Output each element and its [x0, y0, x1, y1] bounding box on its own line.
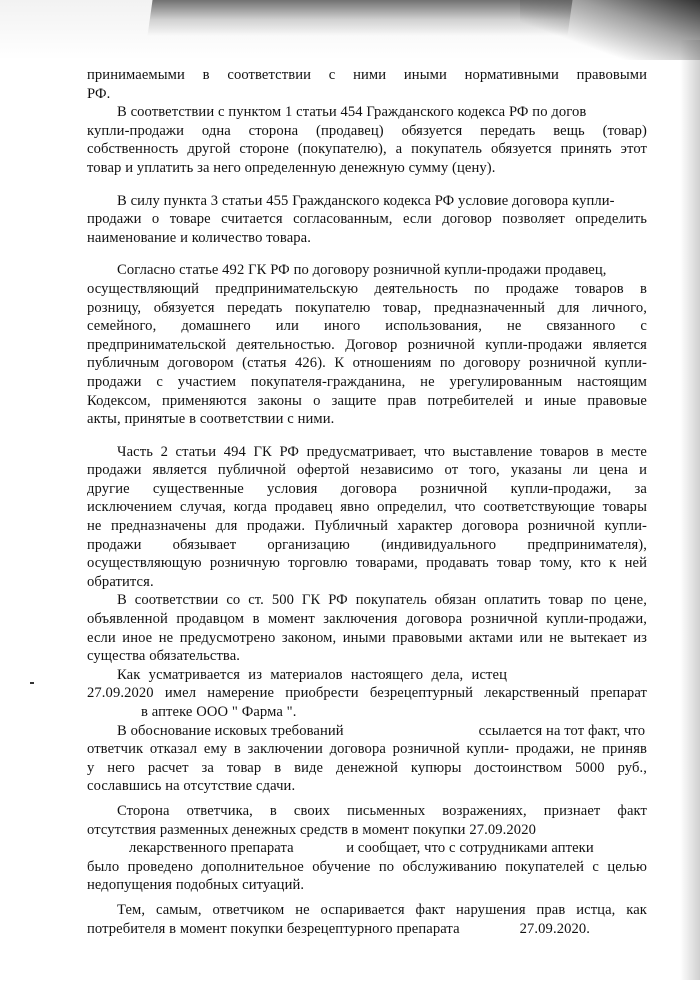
text-line: В обоснование исковых требований ссылается на тот факт, что — [117, 722, 646, 739]
text-line: Сторона ответчика, в своих письменных возражениях, признает факт — [117, 802, 647, 819]
paragraph-case-materials — [87, 666, 647, 722]
text-line: ответчик отказал ему в заключении договора розничной купли- продажи, не приняв — [87, 741, 647, 758]
text-line: объявленной продавцом в момент заключения договора розничной купли-продажи, — [87, 611, 647, 628]
text-line: Согласно статье 492 ГК РФ по договору розничной купли-продажи продавец, — [117, 262, 607, 279]
text-line: обратится. — [87, 573, 154, 590]
scan-shadow-right — [680, 40, 700, 980]
scan-shadow-corner — [520, 0, 700, 60]
text-line: наименование и количество товара. — [87, 229, 311, 246]
text-line: публичным договором (статья 426). К отношениям по договору розничной купли- — [87, 355, 647, 372]
scan-shadow-top — [147, 0, 572, 36]
text-line: принимаемыми в соответствии с ними иными нормативными правовыми — [87, 67, 647, 83]
paragraph-article-494 — [87, 443, 647, 592]
text-line: собственность другой стороне (покупателю), а покупатель обязуется принять этот — [87, 141, 647, 158]
text-line: продажи обязывает организацию (индивидуального предпринимателя), — [87, 536, 647, 553]
paragraph-article-454 — [87, 103, 647, 177]
text-line: в аптеке ООО " Фарма ". — [141, 704, 297, 720]
paragraph-continuation — [87, 66, 647, 103]
text-line: Часть 2 статьи 494 ГК РФ предусматривает, что выставление товаров в месте — [117, 443, 647, 460]
paragraph-gap — [87, 178, 647, 192]
text-line: потребителя в момент покупки безрецептурного препарата 27.09.2020. — [87, 920, 591, 937]
text-line: предпринимательской деятельностью. Договор розничной купли-продажи является — [87, 336, 647, 353]
paragraph-article-455 — [87, 192, 647, 248]
text-line: у него расчет за товар в виде денежной купюры достоинством 5000 руб., — [87, 759, 647, 776]
text-line: не предназначены для продажи. Публичный характер договора розничной купли- — [87, 518, 647, 535]
scan-speck — [30, 682, 34, 684]
text-line: продажи о товаре считается согласованным, если договор позволяет определить — [87, 211, 647, 228]
paragraph-gap — [87, 247, 647, 261]
paragraph-claims — [87, 722, 647, 796]
text-line: акты, принятые в соответствии с ними. — [87, 411, 335, 428]
text-line: купли-продажи одна сторона (продавец) обязуется передать вещь (товар) — [87, 122, 647, 139]
document-body — [87, 66, 647, 938]
text-line: Как усматривается из материалов настоящего дела, истец — [117, 666, 507, 683]
text-line: если иное не предусмотрено законом, иными правовыми актами или не вытекает из — [87, 629, 647, 646]
text-line: было проведено дополнительное обучение по обслуживанию покупателей с целью — [87, 858, 647, 875]
text-line: сославшись на отсутствие сдачи. — [87, 778, 296, 795]
text-line: В соответствии со ст. 500 ГК РФ покупатель обязан оплатить товар по цене, — [117, 592, 647, 609]
paragraph-conclusion — [87, 901, 647, 938]
text-line: исключением случая, когда продавец явно определил, что соответствующие товары — [87, 499, 647, 516]
paragraph-defendant-position — [87, 802, 647, 895]
text-line: продажи является публичной офертой независимо от того, указаны ли цена и — [87, 462, 647, 479]
text-line: продажи с участием покупателя-гражданина, не урегулированным настоящим — [87, 373, 647, 390]
text-line: В силу пункта 3 статьи 455 Гражданского кодекса РФ условие договора купли- — [117, 192, 615, 209]
text-line: отсутствия разменных денежных средств в момент покупки 27.09.2020 — [87, 821, 537, 838]
text-line: розницу, обязуется передать покупателю товар, предназначенный для личного, — [87, 299, 647, 316]
text-line: В соответствии с пунктом 1 статьи 454 Гражданского кодекса РФ по догов — [117, 104, 587, 121]
text-line: РФ. — [87, 85, 111, 102]
paragraph-article-500 — [87, 591, 647, 665]
text-line: Кодексом, применяются законы о защите прав потребителей и иные правовые — [87, 392, 647, 409]
paragraph-gap — [87, 429, 647, 443]
text-line: осуществляющую розничную торговлю товарами, продавать товар тому, кто к ней — [87, 555, 647, 572]
paragraph-article-492 — [87, 261, 647, 428]
text-line: недопущения подобных ситуаций. — [87, 877, 305, 894]
text-line: другие существенные условия договора розничной купли-продажи, за — [87, 480, 647, 497]
text-line: Тем, самым, ответчиком не оспаривается факт нарушения прав истца, как — [117, 901, 647, 918]
text-line: лекарственного препарата и сообщает, что с сотрудниками аптеки — [129, 840, 594, 857]
text-line: 27.09.2020 имел намерение приобрести безрецептурный лекарственный препарат — [87, 685, 647, 702]
text-line: существа обязательства. — [87, 648, 241, 665]
text-line: семейного, домашнего или иного использования, не связанного с — [87, 318, 647, 335]
text-line: товар и уплатить за него определенную денежную сумму (цену). — [87, 159, 496, 176]
text-line: осуществляющий предпринимательскую деятельность по продаже товаров в — [87, 280, 647, 297]
